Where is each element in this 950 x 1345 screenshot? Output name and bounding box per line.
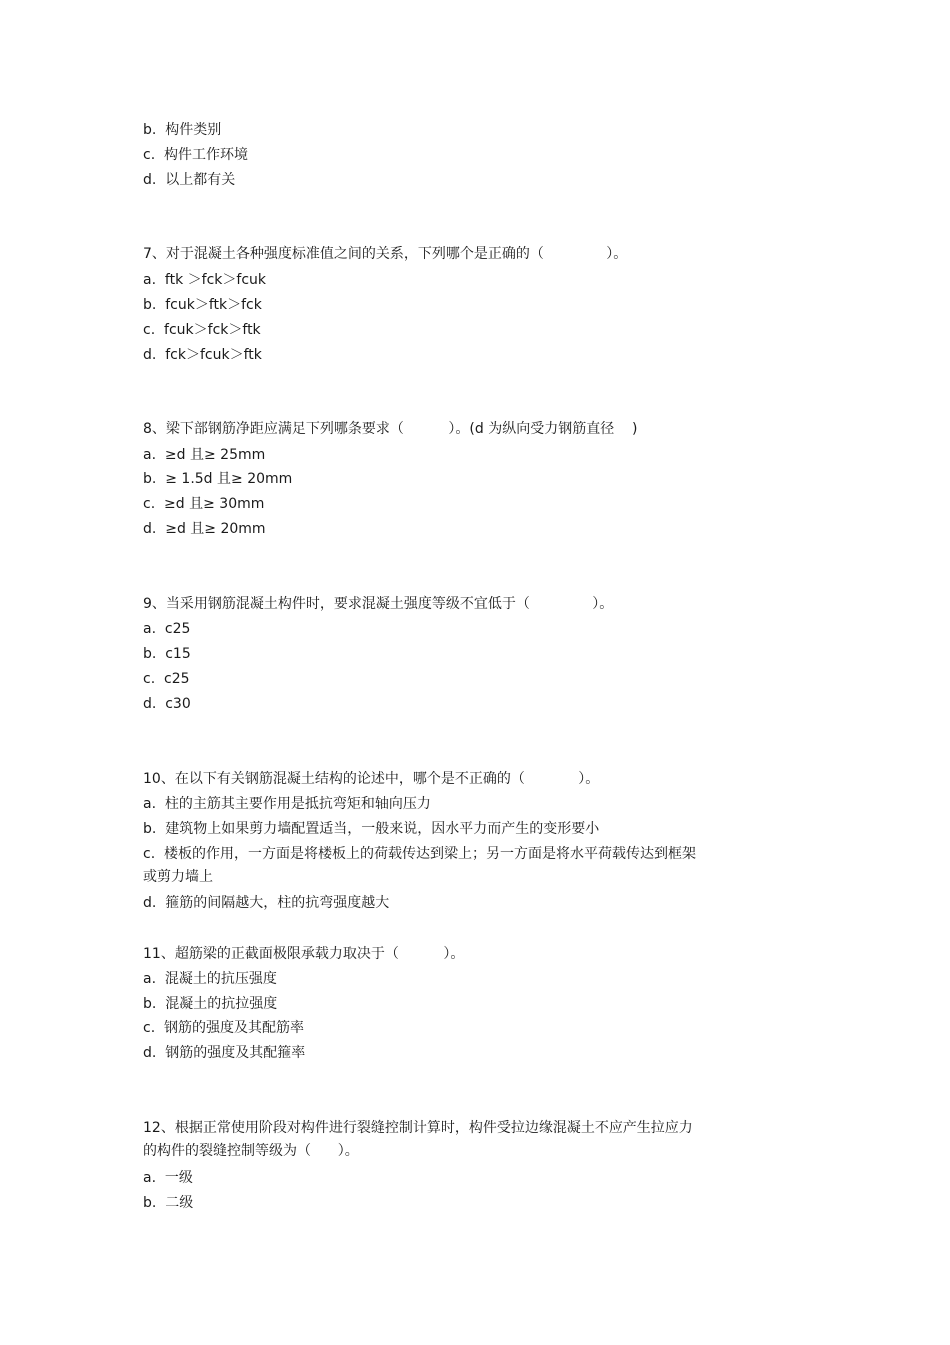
q10-question: 10、在以下有关钢筋混凝土结构的论述中，哪个是不正确的（ ）。 (143, 771, 600, 787)
q7-option-b: b. fcuk＞ftk＞fck (143, 297, 262, 313)
q7-question: 7、对于混凝土各种强度标准值之间的关系，下列哪个是正确的（ ）。 (143, 246, 628, 262)
q11-question: 11、超筋梁的正截面极限承载力取决于（ ）。 (143, 946, 465, 962)
q6-option-b: b. 构件类别 (143, 122, 222, 138)
q9-question: 9、当采用钢筋混凝土构件时，要求混凝土强度等级不宜低于（ ）。 (143, 596, 614, 612)
q11-option-b: b. 混凝土的抗拉强度 (143, 996, 278, 1012)
q11-option-d: d. 钢筋的强度及其配箍率 (143, 1045, 306, 1061)
q10-option-d: d. 箍筋的间隔越大，柱的抗弯强度越大 (143, 895, 390, 911)
q9-option-b: b. c15 (143, 646, 191, 662)
q6-option-d: d. 以上都有关 (143, 172, 236, 188)
q7-option-c: c. fcuk＞fck＞ftk (143, 322, 261, 338)
q9-option-d: d. c30 (143, 696, 191, 712)
q10-option-a: a. 柱的主筋其主要作用是抵抗弯矩和轴向压力 (143, 796, 431, 812)
q7-option-a: a. ftk ＞fck＞fcuk (143, 272, 266, 288)
q9-option-a: a. c25 (143, 621, 191, 637)
q12-option-b: b. 二级 (143, 1195, 194, 1211)
q8-option-c: c. ≥d 且≥ 30mm (143, 496, 265, 512)
q9-option-c: c. c25 (143, 671, 190, 687)
q8-option-d: d. ≥d 且≥ 20mm (143, 521, 266, 537)
q11-option-a: a. 混凝土的抗压强度 (143, 971, 277, 987)
q8-question: 8、梁下部钢筋净距应满足下列哪条要求（ ）。(d 为纵向受力钢筋直径 ) (143, 421, 638, 437)
q8-option-a: a. ≥d 且≥ 25mm (143, 447, 266, 463)
q12-question-continued: 的构件的裂缝控制等级为（ ）。 (143, 1143, 359, 1159)
q7-option-d: d. fck＞fcuk＞ftk (143, 347, 262, 363)
q12-question: 12、根据正常使用阶段对构件进行裂缝控制计算时，构件受拉边缘混凝土不应产生拉应力 (143, 1120, 693, 1136)
q6-option-c: c. 构件工作环境 (143, 147, 249, 163)
q12-option-a: a. 一级 (143, 1170, 193, 1186)
q11-option-c: c. 钢筋的强度及其配筋率 (143, 1020, 305, 1036)
q10-option-b: b. 建筑物上如果剪力墙配置适当，一般来说，因水平力而产生的变形要小 (143, 821, 600, 837)
q8-option-b: b. ≥ 1.5d 且≥ 20mm (143, 471, 293, 487)
q10-option-c: c. 楼板的作用，一方面是将楼板上的荷载传达到梁上；另一方面是将水平荷载传达到框架 (143, 846, 697, 862)
q10-option-c-continued: 或剪力墙上 (143, 869, 213, 885)
